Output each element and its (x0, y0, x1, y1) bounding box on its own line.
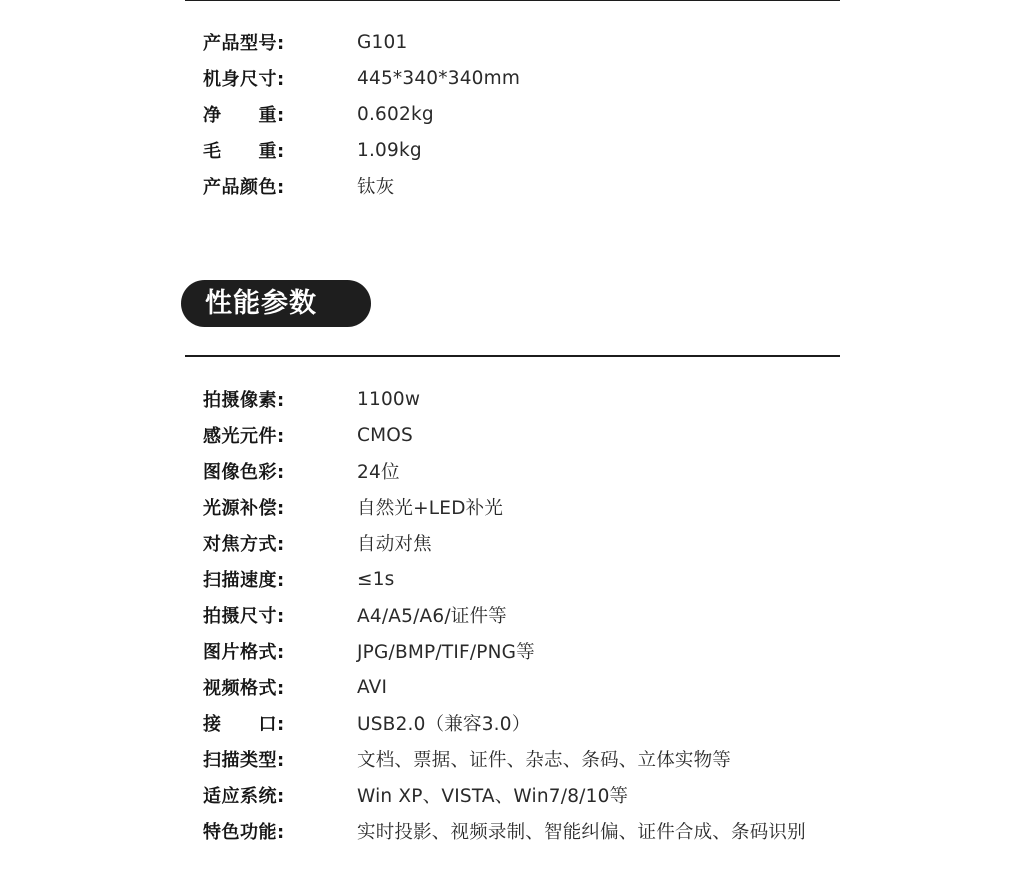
spec-row-scan-type (203, 741, 806, 777)
spec-row-body-size (203, 60, 520, 96)
spec-row-color-depth (203, 453, 806, 489)
spec-value: ≤1s (357, 568, 395, 590)
basic-spec-list (203, 24, 520, 204)
spec-value: 实时投影、视频录制、智能纠偏、证件合成、条码识别 (357, 822, 806, 843)
spec-value: AVI (357, 676, 388, 698)
top-divider (185, 0, 840, 1)
spec-value: 0.602kg (357, 103, 434, 125)
spec-label: 产品颜色: (203, 177, 285, 198)
spec-row-sensor (203, 417, 806, 453)
spec-label: 对焦方式: (203, 534, 285, 555)
spec-value: 钛灰 (357, 177, 395, 198)
spec-row-net-weight (203, 96, 520, 132)
spec-value: USB2.0（兼容3.0） (357, 714, 531, 735)
spec-value: 自动对焦 (357, 534, 432, 555)
spec-label: 特色功能: (203, 822, 285, 843)
spec-label: 光源补偿: (203, 498, 285, 519)
spec-row-capture-size (203, 597, 806, 633)
spec-value: Win XP、VISTA、Win7/8/10等 (357, 786, 629, 807)
spec-row-focus (203, 525, 806, 561)
spec-row-interface (203, 705, 806, 741)
spec-label: 图像色彩: (203, 462, 285, 483)
spec-row-video-format (203, 669, 806, 705)
spec-value: 自然光+LED补光 (357, 498, 504, 519)
section-heading-performance: 性能参数 (181, 280, 371, 327)
spec-label: 接 口: (203, 714, 285, 735)
spec-value: 文档、票据、证件、杂志、条码、立体实物等 (357, 750, 732, 771)
spec-value: G101 (357, 31, 408, 53)
spec-row-pixels (203, 381, 806, 417)
spec-label: 扫描速度: (203, 570, 285, 591)
spec-label: 拍摄尺寸: (203, 606, 285, 627)
performance-spec-list (203, 381, 806, 849)
spec-row-features (203, 813, 806, 849)
spec-label: 拍摄像素: (203, 390, 285, 411)
spec-row-speed (203, 561, 806, 597)
spec-row-os (203, 777, 806, 813)
spec-value: 445*340*340mm (357, 67, 521, 89)
spec-label: 适应系统: (203, 786, 285, 807)
spec-label: 产品型号: (203, 33, 285, 54)
spec-label: 机身尺寸: (203, 69, 285, 90)
spec-label: 视频格式: (203, 678, 285, 699)
spec-value: 1100w (357, 388, 421, 410)
spec-row-color (203, 168, 520, 204)
spec-value: 24位 (357, 462, 400, 483)
spec-row-light (203, 489, 806, 525)
spec-value: CMOS (357, 424, 413, 446)
spec-row-image-format (203, 633, 806, 669)
section-divider (185, 355, 840, 357)
spec-value: A4/A5/A6/证件等 (357, 606, 507, 627)
spec-label: 毛 重: (203, 141, 285, 162)
spec-value: 1.09kg (357, 139, 422, 161)
spec-label: 图片格式: (203, 642, 285, 663)
spec-row-gross-weight (203, 132, 520, 168)
spec-row-model (203, 24, 520, 60)
spec-label: 扫描类型: (203, 750, 285, 771)
spec-label: 感光元件: (203, 426, 285, 447)
spec-value: JPG/BMP/TIF/PNG等 (357, 642, 535, 663)
spec-label: 净 重: (203, 105, 285, 126)
